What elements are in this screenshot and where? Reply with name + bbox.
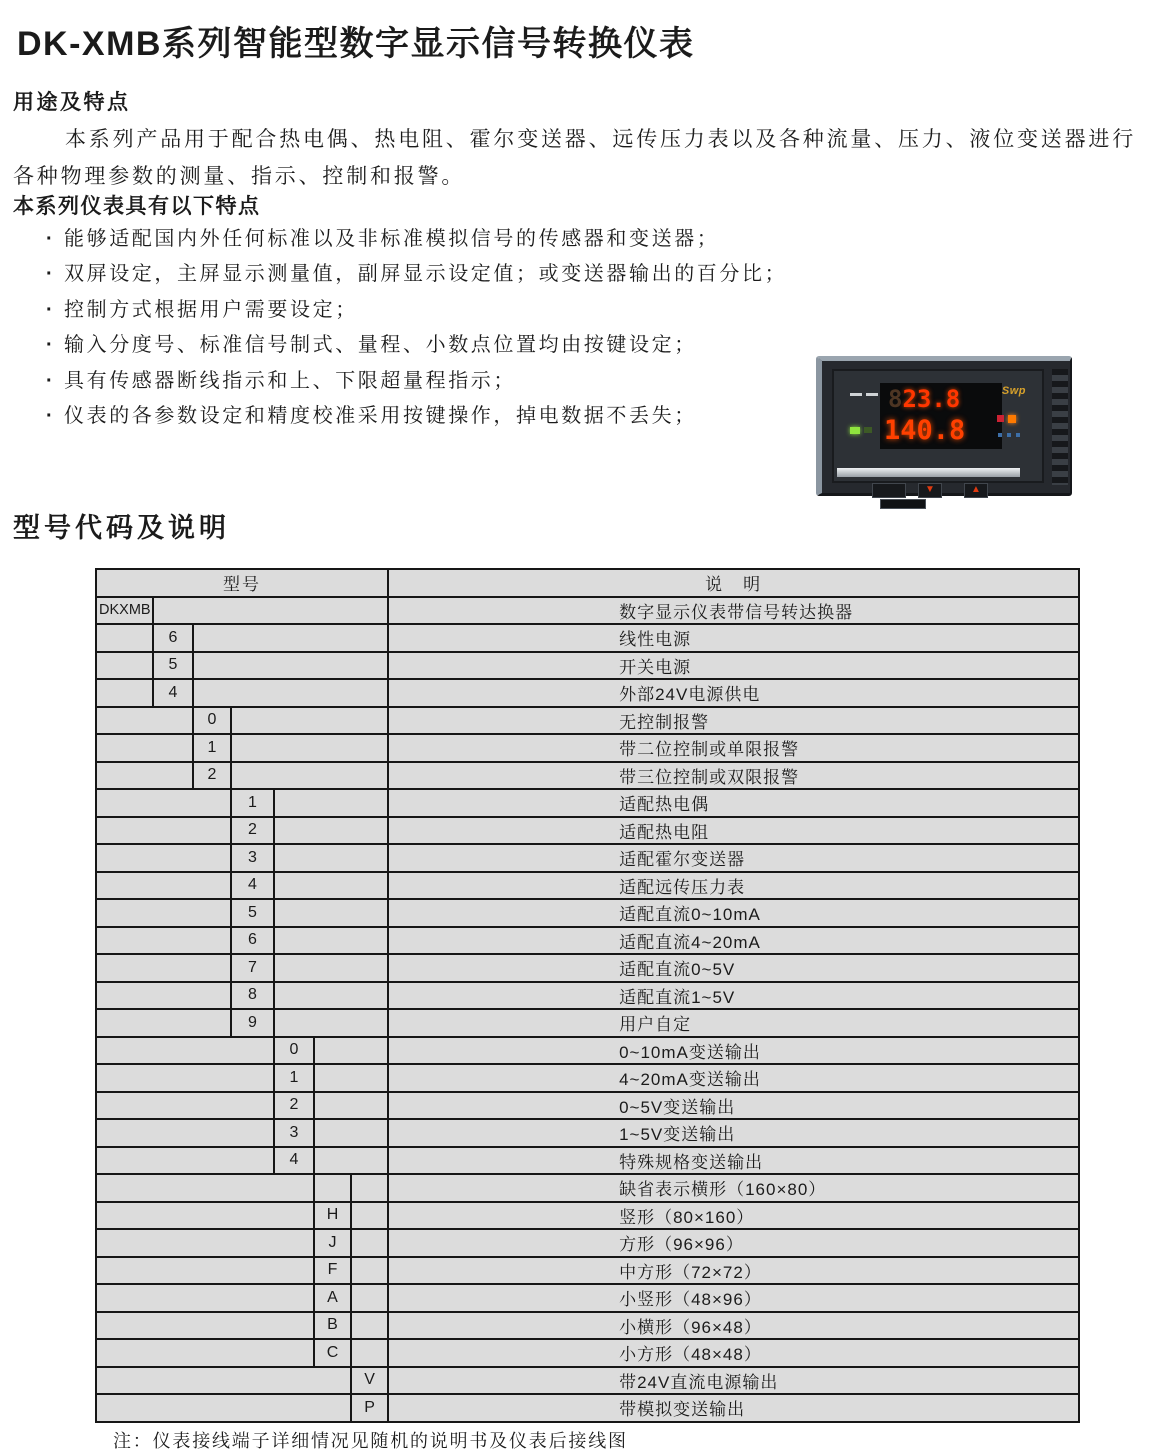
empty-cell — [314, 1092, 388, 1120]
table-row — [96, 652, 1079, 680]
description-cell: 适配远传压力表 — [388, 872, 1079, 900]
table-row — [96, 844, 1079, 872]
key-row — [834, 477, 1020, 495]
indicator-dots — [998, 433, 1020, 437]
green-led-dim — [864, 427, 872, 433]
code-cell: 4 — [153, 679, 193, 707]
empty-cell — [193, 624, 388, 652]
table-row — [96, 597, 1079, 625]
empty-cell — [96, 1229, 314, 1257]
empty-cell — [314, 1037, 388, 1065]
code-cell: 5 — [153, 652, 193, 680]
empty-cell — [274, 817, 388, 845]
table-row — [96, 1312, 1079, 1340]
model-code-heading: 型号代码及说明 — [13, 513, 230, 543]
empty-cell — [274, 899, 388, 927]
bullet-icon: · — [46, 298, 56, 321]
description-cell: 适配直流0~5V — [388, 954, 1079, 982]
code-cell: 1 — [274, 1064, 314, 1092]
empty-cell — [231, 707, 388, 735]
code-cell: 5 — [231, 899, 274, 927]
code-cell: J — [314, 1229, 351, 1257]
model-code-table — [95, 568, 1080, 1423]
empty-cell — [351, 1312, 388, 1340]
empty-cell — [351, 1339, 388, 1367]
table-row — [96, 1257, 1079, 1285]
description-cell: 用户自定 — [388, 1009, 1079, 1037]
empty-cell — [96, 872, 231, 900]
code-cell: H — [314, 1202, 351, 1230]
orange-led — [1008, 415, 1016, 423]
code-cell: 2 — [231, 817, 274, 845]
description-cell: 特殊规格变送输出 — [388, 1147, 1079, 1175]
code-cell: B — [314, 1312, 351, 1340]
empty-cell — [96, 707, 193, 735]
code-cell: 2 — [274, 1092, 314, 1120]
empty-cell — [274, 927, 388, 955]
table-row — [96, 1367, 1079, 1395]
empty-cell — [96, 844, 231, 872]
empty-cell — [96, 1394, 351, 1422]
table-row — [96, 1147, 1079, 1175]
feature-item — [46, 222, 836, 257]
empty-cell — [314, 1064, 388, 1092]
empty-cell — [96, 789, 231, 817]
description-cell: 带24V直流电源输出 — [388, 1367, 1079, 1395]
table-row — [96, 927, 1079, 955]
empty-cell — [274, 872, 388, 900]
bullet-icon: · — [46, 228, 56, 250]
table-row — [96, 982, 1079, 1010]
empty-cell — [351, 1229, 388, 1257]
feature-text: 能够适配国内外任何标准以及非标准模拟信号的传感器和变送器； — [64, 228, 720, 250]
empty-cell — [193, 652, 388, 680]
display-top-value: 823.8 — [888, 385, 961, 413]
code-cell: 0 — [193, 707, 231, 735]
red-led — [997, 415, 1004, 422]
feature-item — [46, 399, 836, 434]
device-display — [880, 383, 1002, 449]
code-cell: F — [314, 1257, 351, 1285]
bullet-icon: · — [46, 404, 56, 427]
table-row — [96, 1064, 1079, 1092]
instrument-photo — [816, 356, 1072, 496]
empty-cell — [96, 679, 153, 707]
empty-cell — [314, 1147, 388, 1175]
code-cell: 9 — [231, 1009, 274, 1037]
up-button: ▲ — [964, 483, 988, 498]
table-row — [96, 1339, 1079, 1367]
description-cell: 0~10mA变送输出 — [388, 1037, 1079, 1065]
empty-cell — [274, 789, 388, 817]
code-cell: 7 — [231, 954, 274, 982]
code-cell — [314, 1174, 351, 1202]
table-row — [96, 954, 1079, 982]
empty-cell — [96, 762, 193, 790]
code-cell: 4 — [231, 872, 274, 900]
footnote: 注：仪表接线端子详细情况见随机的说明书及仪表后接线图 — [113, 1431, 628, 1451]
table-row — [96, 899, 1079, 927]
description-cell: 4~20mA变送输出 — [388, 1064, 1079, 1092]
device-front-panel — [832, 369, 1044, 495]
description-cell: 适配直流1~5V — [388, 982, 1079, 1010]
page-title: DK-XMB系列智能型数字显示信号转换仪表 — [17, 25, 695, 63]
panel-label-mark — [866, 393, 878, 396]
header-model: 型号 — [96, 569, 388, 597]
set-button — [872, 483, 906, 498]
table-row — [96, 1009, 1079, 1037]
table-row — [96, 1037, 1079, 1065]
empty-cell — [96, 1064, 274, 1092]
description-cell: 适配霍尔变送器 — [388, 844, 1079, 872]
empty-cell — [96, 1367, 351, 1395]
table-row — [96, 1202, 1079, 1230]
table-row — [96, 707, 1079, 735]
table-header-row — [96, 569, 1079, 597]
empty-cell — [274, 1009, 388, 1037]
description-cell: 小竖形（48×96） — [388, 1284, 1079, 1312]
description-cell: 外部24V电源供电 — [388, 679, 1079, 707]
description-cell: 小方形（48×48） — [388, 1339, 1079, 1367]
empty-cell — [96, 1257, 314, 1285]
table-row — [96, 789, 1079, 817]
display-ghost-digit: 8 — [888, 385, 903, 413]
panel-divider-strip — [837, 468, 1020, 477]
code-cell: 1 — [193, 734, 231, 762]
description-cell: 开关电源 — [388, 652, 1079, 680]
code-cell: A — [314, 1284, 351, 1312]
empty-cell — [96, 734, 193, 762]
code-cell: 0 — [274, 1037, 314, 1065]
table-row — [96, 762, 1079, 790]
empty-cell — [274, 954, 388, 982]
empty-cell — [96, 817, 231, 845]
empty-cell — [96, 1037, 274, 1065]
code-cell: P — [351, 1394, 388, 1422]
panel-label-mark — [850, 393, 862, 396]
empty-cell — [153, 597, 388, 625]
code-cell: 3 — [274, 1119, 314, 1147]
model-code-cell: DKXMB — [96, 597, 153, 625]
features-heading: 本系列仪表具有以下特点 — [13, 195, 261, 218]
table-row — [96, 1394, 1079, 1422]
table-row — [96, 734, 1079, 762]
brand-logo: Swp — [1001, 385, 1026, 397]
empty-cell — [193, 679, 388, 707]
code-cell: 6 — [231, 927, 274, 955]
description-cell: 小横形（96×48） — [388, 1312, 1079, 1340]
table-row — [96, 1092, 1079, 1120]
empty-cell — [351, 1202, 388, 1230]
empty-cell — [96, 1339, 314, 1367]
empty-cell — [96, 954, 231, 982]
description-cell: 1~5V变送输出 — [388, 1119, 1079, 1147]
description-cell: 0~5V变送输出 — [388, 1092, 1079, 1120]
bullet-icon: · — [46, 369, 56, 392]
empty-cell — [314, 1119, 388, 1147]
display-bottom-value: 140.8 — [884, 415, 966, 446]
code-cell: 2 — [193, 762, 231, 790]
feature-text: 仪表的各参数设定和精度校准采用按键操作，掉电数据不丢失； — [64, 404, 697, 427]
table-row — [96, 624, 1079, 652]
empty-cell — [96, 1092, 274, 1120]
feature-item — [46, 364, 836, 399]
description-cell: 线性电源 — [388, 624, 1079, 652]
description-cell: 带二位控制或单限报警 — [388, 734, 1079, 762]
table-row — [96, 1229, 1079, 1257]
code-cell: 8 — [231, 982, 274, 1010]
empty-cell — [351, 1257, 388, 1285]
description-cell: 数字显示仪表带信号转达换器 — [388, 597, 1079, 625]
usage-heading: 用途及特点 — [13, 91, 131, 114]
down-button: ▼ — [918, 483, 942, 498]
feature-item — [46, 328, 836, 363]
device-case — [816, 356, 1072, 496]
tag-slot — [880, 499, 926, 509]
description-cell: 中方形（72×72） — [388, 1257, 1079, 1285]
table-row — [96, 1119, 1079, 1147]
feature-text: 控制方式根据用户需要设定； — [64, 298, 358, 321]
description-cell: 方形（96×96） — [388, 1229, 1079, 1257]
table-row — [96, 1174, 1079, 1202]
empty-cell — [96, 1174, 314, 1202]
empty-cell — [231, 762, 388, 790]
empty-cell — [96, 1202, 314, 1230]
empty-cell — [96, 1284, 314, 1312]
code-cell: 1 — [231, 789, 274, 817]
description-cell: 缺省表示横形（160×80） — [388, 1174, 1079, 1202]
bullet-icon: · — [46, 263, 56, 286]
description-cell: 竖形（80×160） — [388, 1202, 1079, 1230]
table-row — [96, 872, 1079, 900]
device-side-vents — [1052, 369, 1068, 485]
feature-item — [46, 257, 836, 292]
description-cell: 适配热电阻 — [388, 817, 1079, 845]
empty-cell — [96, 927, 231, 955]
empty-cell — [274, 844, 388, 872]
empty-cell — [96, 624, 153, 652]
empty-cell — [96, 652, 153, 680]
feature-text: 具有传感器断线指示和上、下限超量程指示； — [64, 369, 516, 392]
empty-cell — [96, 1009, 231, 1037]
feature-item — [46, 293, 836, 328]
code-cell: C — [314, 1339, 351, 1367]
description-cell: 无控制报警 — [388, 707, 1079, 735]
empty-cell — [96, 899, 231, 927]
green-led — [850, 427, 860, 434]
usage-paragraph: 本系列产品用于配合热电偶、热电阻、霍尔变送器、远传压力表以及各种流量、压力、液位变送器进行各种物理参数的测量、指示、控制和报警。 — [13, 128, 1136, 188]
table-row — [96, 1284, 1079, 1312]
code-cell: 3 — [231, 844, 274, 872]
empty-cell — [351, 1174, 388, 1202]
empty-cell — [274, 982, 388, 1010]
empty-cell — [231, 734, 388, 762]
empty-cell — [96, 1119, 274, 1147]
feature-text: 输入分度号、标准信号制式、量程、小数点位置均由按键设定； — [64, 334, 697, 357]
description-cell: 适配直流0~10mA — [388, 899, 1079, 927]
description-cell: 带模拟变送输出 — [388, 1394, 1079, 1422]
code-cell: 4 — [274, 1147, 314, 1175]
code-cell: 6 — [153, 624, 193, 652]
description-cell: 适配直流4~20mA — [388, 927, 1079, 955]
description-cell: 带三位控制或双限报警 — [388, 762, 1079, 790]
header-description: 说 明 — [388, 569, 1079, 597]
bullet-icon: · — [46, 334, 56, 357]
empty-cell — [96, 1312, 314, 1340]
empty-cell — [96, 982, 231, 1010]
table-row — [96, 679, 1079, 707]
description-cell: 适配热电偶 — [388, 789, 1079, 817]
empty-cell — [351, 1284, 388, 1312]
code-cell: V — [351, 1367, 388, 1395]
features-list — [46, 222, 836, 434]
feature-text: 双屏设定，主屏显示测量值，副屏显示设定值；或变送器输出的百分比； — [64, 263, 788, 286]
table-row — [96, 817, 1079, 845]
empty-cell — [96, 1147, 274, 1175]
